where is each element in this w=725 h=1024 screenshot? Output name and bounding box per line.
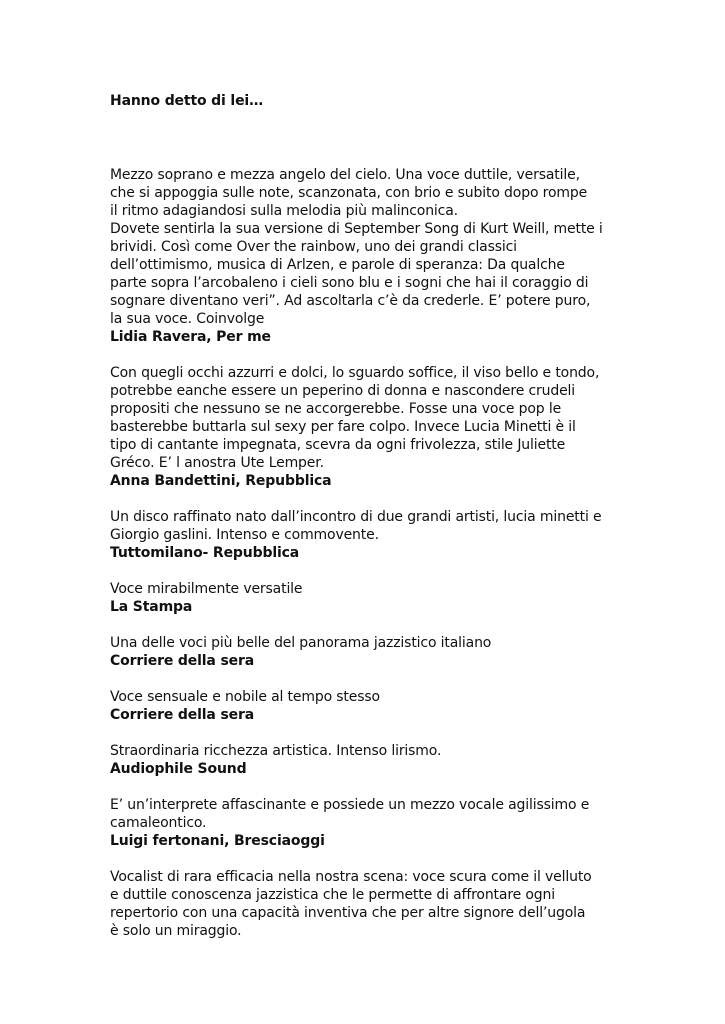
review-5 (110, 634, 615, 670)
review-source: Tuttomilano- Repubblica (110, 545, 300, 561)
review-8 (110, 796, 615, 850)
review-4 (110, 580, 615, 616)
review-quote: Con quegli occhi azzurri e dolci, lo sguardo soffice, il viso bello e tondo, potrebbe eanche essere un peperino di donna e nascondere crudeli propositi che nessuno se ne accorgerebbe. Fosse una voce pop le basterebbe buttarla sul sexy per fare colpo. Invece Lucia Minetti è il tipo di cantante impegnata, scevra da ogni frivolezza, stile Juliette Gréco. E’ l anostra Ute Lemper. (110, 365, 600, 471)
review-source: Audiophile Sound (110, 761, 247, 777)
review-quote: Voce sensuale e nobile al tempo stesso (110, 689, 380, 705)
review-quote: Voce mirabilmente versatile (110, 581, 303, 597)
review-quote: Straordinaria ricchezza artistica. Intenso lirismo. (110, 743, 442, 759)
review-9 (110, 868, 615, 940)
review-source: Lidia Ravera, Per me (110, 329, 271, 345)
review-source: Anna Bandettini, Repubblica (110, 473, 332, 489)
review-source: La Stampa (110, 599, 193, 615)
review-7 (110, 742, 615, 778)
review-3 (110, 508, 615, 562)
review-1 (110, 166, 615, 346)
document-page (110, 92, 615, 958)
review-quote: Una delle voci più belle del panorama jazzistico italiano (110, 635, 492, 651)
review-source: Corriere della sera (110, 653, 255, 669)
review-quote: E’ un’interprete affascinante e possiede un mezzo vocale agilissimo e camaleontico. (110, 797, 590, 831)
review-quote: Mezzo soprano e mezza angelo del cielo. Una voce duttile, versatile, che si appoggia sulle note, scanzonata, con brio e subito dopo rompe il ritmo adagiandosi sulla melodia più malinconica. Dovete sentirla la sua versione di September Song di Kurt Weill, mette i brividi. Così come Over the rainbow, uno dei grandi classici dell’ottimismo, musica di Arlzen, e parole di speranza: Da qualche parte sopra l’arcobaleno i cieli sono blu e i sogni che hai il coraggio di sognare diventano veri”. Ad ascoltarla c’è da crederle. E’ potere puro, la sua voce. Coinvolge (110, 167, 603, 327)
review-source: Corriere della sera (110, 707, 255, 723)
document-title: Hanno detto di lei… (110, 93, 263, 109)
review-2 (110, 364, 615, 490)
review-source: Luigi fertonani, Bresciaoggi (110, 833, 325, 849)
review-quote: Vocalist di rara efficacia nella nostra scena: voce scura come il velluto e duttile conoscenza jazzistica che le permette di affrontare ogni repertorio con una capacità inventiva che per altre signore dell’ugola è solo un miraggio. (110, 869, 592, 939)
review-6 (110, 688, 615, 724)
review-quote: Un disco raffinato nato dall’incontro di due grandi artisti, lucia minetti e Giorgio gaslini. Intenso e commovente. (110, 509, 602, 543)
